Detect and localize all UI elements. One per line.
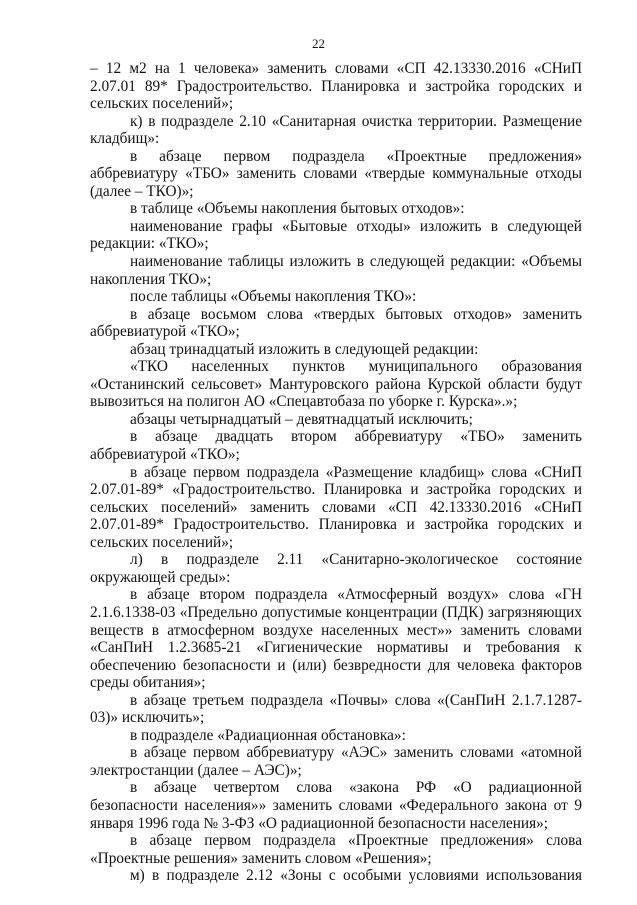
paragraph: в абзаце восьмом слова «твердых бытовых отходов» заменить аббревиатурой «ТКО»; (90, 305, 582, 341)
paragraph: в абзаце двадцать втором аббревиатуру «ТБО» заменить аббревиатурой «ТКО»; (90, 428, 582, 464)
paragraph: в абзаце четвертом слова «закона РФ «О радиационной безопасности населения»» заменить словами «Федерального закона от 9 января 1996 года № 3-ФЗ «О радиационной безопасности населения»; (90, 779, 582, 832)
paragraph: л) в подразделе 2.11 «Санитарно-экологическое состояние окружающей среды»: (90, 551, 582, 586)
paragraph: к) в подразделе 2.10 «Санитарная очистка территории. Размещение кладбищ»: (90, 112, 582, 148)
paragraph: абзацы четырнадцатый – девятнадцатый исключить; (130, 410, 473, 428)
paragraph: наименование таблицы изложить в следующей редакции: «Объемы накопления ТКО»; (90, 253, 582, 288)
paragraph: наименование графы «Бытовые отходы» изложить в следующей редакции: «ТКО»; (90, 217, 582, 253)
paragraph: м) в подразделе 2.12 «Зоны с особыми условиями использования (130, 867, 582, 885)
paragraph: после таблицы «Объемы накопления ТКО»: (130, 288, 417, 306)
paragraph: в абзаце первом подраздела «Проектные предложения» слова «Проектные решения» заменить словом «Решения»; (90, 832, 582, 867)
paragraph: – 12 м2 на 1 человека» заменить словами «СП 42.13330.2016 «СНиП 2.07.01 89* Градостроительство. Планировка и застройка городских и сельских поселений»; (90, 60, 582, 113)
paragraph: в подразделе «Радиационная обстановка»: (130, 726, 406, 744)
paragraph: абзац тринадцатый изложить в следующей редакции: (130, 340, 479, 358)
paragraph: в абзаце первом аббревиатуру «АЭС» заменить словами «атомной электростанции (далее – АЭС)»; (90, 744, 582, 779)
paragraph: в абзаце третьем подраздела «Почвы» слова «(СанПиН 2.1.7.1287-03)» исключить»; (90, 691, 582, 727)
document-body (90, 60, 582, 885)
paragraph: «ТКО населенных пунктов муниципального образования «Останинский сельсовет» Мантуровского района Курской области будут вывозиться на полигон АО «Спецавтобаза по уборке г. Курска».»; (90, 358, 582, 411)
paragraph: в абзаце первом подраздела «Размещение кладбищ» слова «СНиП 2.07.01-89* «Градостроительство. Планировка и застройка городских и сельских поселений» заменить словами «СП 42.13330.2016 «СНиП 2.07.01-89* Градостроительство. Планировка и застройка городских и сельских поселений»; (90, 463, 582, 551)
paragraph: в абзаце первом подраздела «Проектные предложения» аббревиатуру «ТБО» заменить словами «твердые коммунальные отходы (далее – ТКО)»; (90, 147, 582, 200)
paragraph: в таблице «Объемы накопления бытовых отходов»: (130, 200, 465, 218)
paragraph: в абзаце втором подраздела «Атмосферный воздух» слова «ГН 2.1.6.1338-03 «Предельно допустимые концентрации (ПДК) загрязняющих веществ в атмосферном воздухе населенных мест»» заменить словами «СанПиН 1.2.3685-21 «Гигиенические нормативы и требования к обеспечению безопасности и (или) безвредности для человека факторов среды обитания»; (90, 586, 582, 692)
page-number: 22 (312, 36, 325, 51)
